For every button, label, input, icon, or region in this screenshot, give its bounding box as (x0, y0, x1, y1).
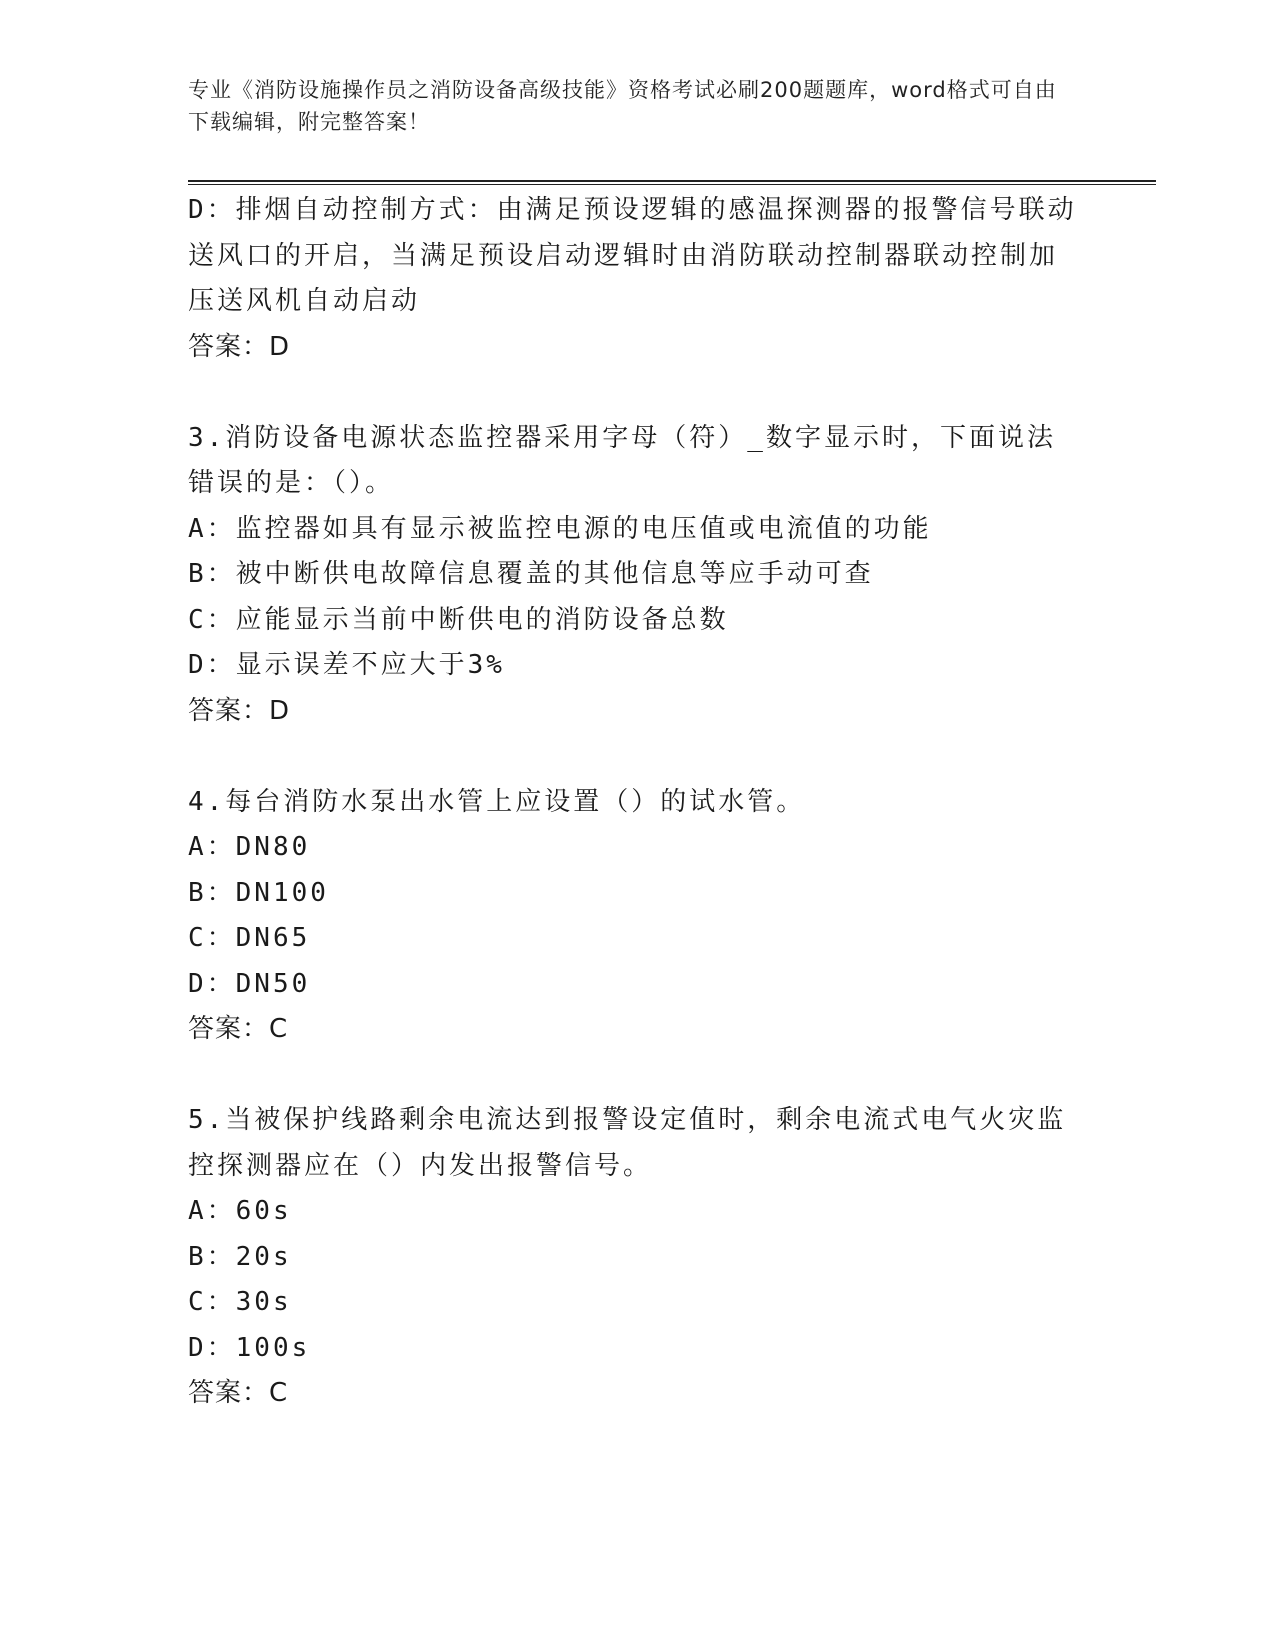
question-block-continued (188, 188, 1088, 370)
header-divider-thick (188, 180, 1156, 182)
option-c: C：DN65 (188, 923, 311, 953)
question-stem: 5.当被保护线路剩余电流达到报警设定值时，剩余电流式电气火灾监控探测器应在（）内发出报警信号。 (188, 1105, 1067, 1181)
answer: 答案：D (188, 331, 291, 362)
option-b: B：DN100 (188, 877, 329, 908)
question-block-5 (188, 1098, 1088, 1417)
option-c: C：30s (188, 1287, 292, 1317)
question-stem: 4.每台消防水泵出水管上应设置（）的试水管。 (188, 786, 806, 817)
question-content (188, 188, 1088, 1417)
answer: 答案：C (188, 1378, 289, 1408)
option-b: B：被中断供电故障信息覆盖的其他信息等应手动可查 (188, 559, 874, 589)
answer: 答案：D (188, 695, 291, 726)
option-d: D：DN50 (188, 968, 311, 999)
option-a: A：60s (188, 1196, 292, 1226)
spacer (188, 1053, 1088, 1099)
question-block-3 (188, 416, 1088, 735)
header-divider-thin (188, 184, 1156, 185)
option-c: C：应能显示当前中断供电的消防设备总数 (188, 604, 729, 635)
spacer (188, 370, 1088, 416)
option-d: D：显示误差不应大于3% (188, 650, 505, 680)
option-b: B：20s (188, 1241, 292, 1272)
option-d: D：排烟自动控制方式：由满足预设逻辑的感温探测器的报警信号联动送风口的开启，当满足预设启动逻辑时由消防联动控制器联动控制加压送风机自动启动 (188, 195, 1077, 316)
question-block-4 (188, 780, 1088, 1053)
spacer (188, 734, 1088, 780)
option-a: A：DN80 (188, 832, 311, 862)
answer: 答案：C (188, 1014, 289, 1044)
option-d: D：100s (188, 1332, 311, 1363)
question-stem: 3.消防设备电源状态监控器采用字母（符）_数字显示时，下面说法错误的是：（）。 (188, 422, 1056, 498)
option-a: A：监控器如具有显示被监控电源的电压值或电流值的功能 (188, 513, 932, 544)
page-header: 专业《消防设施操作员之消防设备高级技能》资格考试必刷200题题库，word格式可自由下载编辑，附完整答案！ (188, 78, 1057, 134)
